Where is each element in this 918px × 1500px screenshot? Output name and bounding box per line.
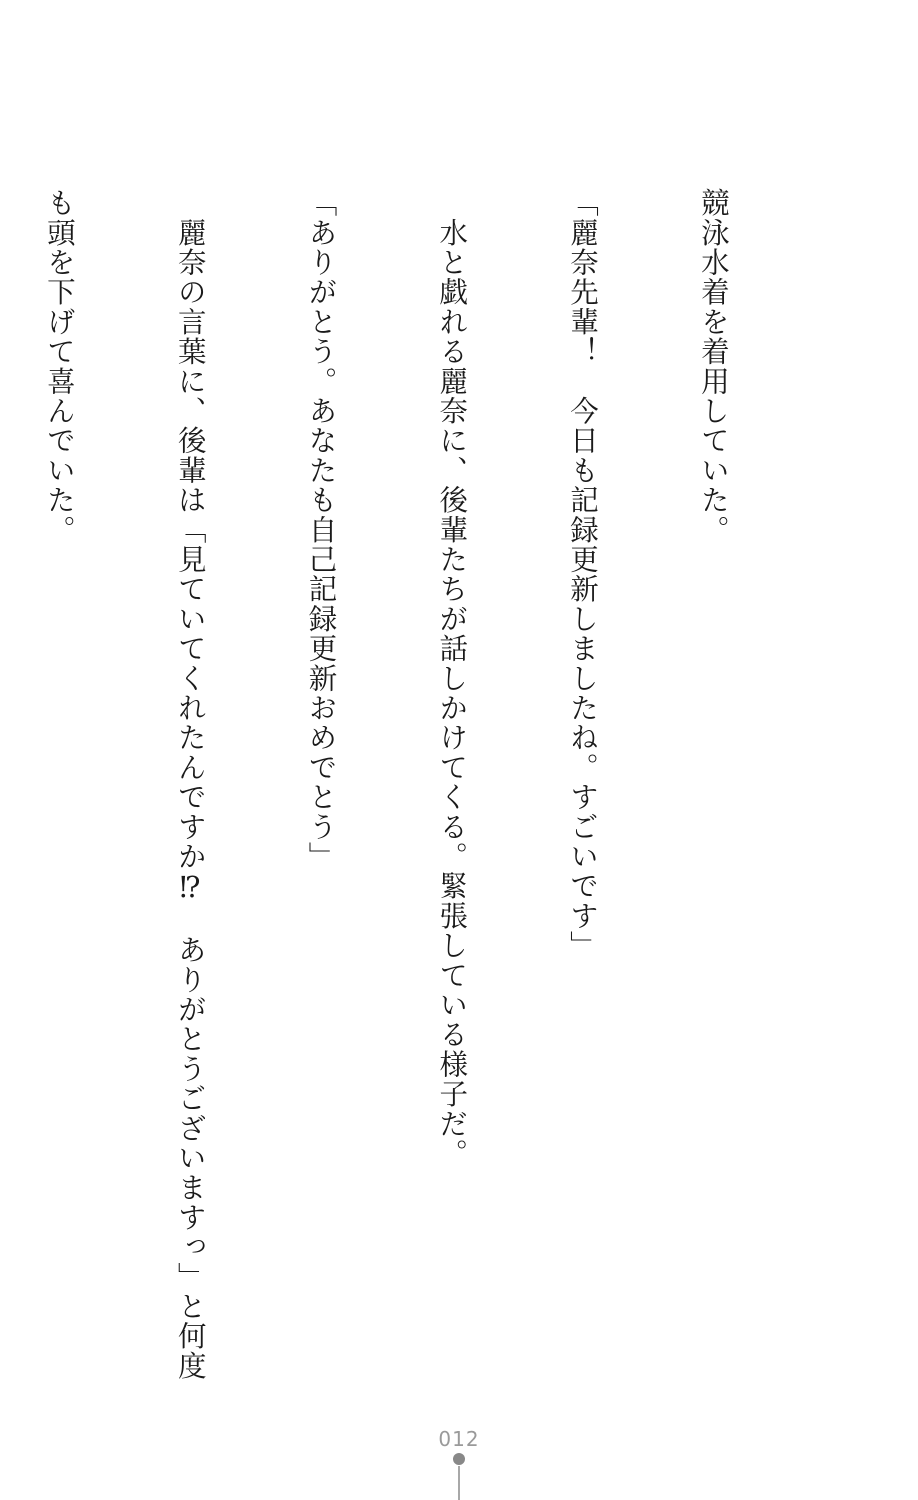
text-line: 競泳水着を着用していた。 <box>696 188 730 545</box>
folio-rule <box>458 1466 460 1500</box>
folio-dot <box>453 1453 465 1465</box>
text-line: 「ありがとう。あなたも自己記録更新おめでとう」 <box>304 188 338 872</box>
page-number: 012 <box>438 1427 480 1451</box>
text-line: 「麗奈先輩！ 今日も記録更新しましたね。すごいです」 <box>566 188 600 961</box>
text-line: 麗奈の言葉に、後輩は「見ていてくれたんですか⁉ ありがとうございますっ」と何度 <box>173 188 207 1381</box>
text-line: 水と戯れる麗奈に、後輩たちが話しかけてくる。緊張している様子だ。 <box>435 188 469 1169</box>
body-text <box>42 188 822 1381</box>
text-line: も頭を下げて喜んでいた。 <box>42 188 76 545</box>
